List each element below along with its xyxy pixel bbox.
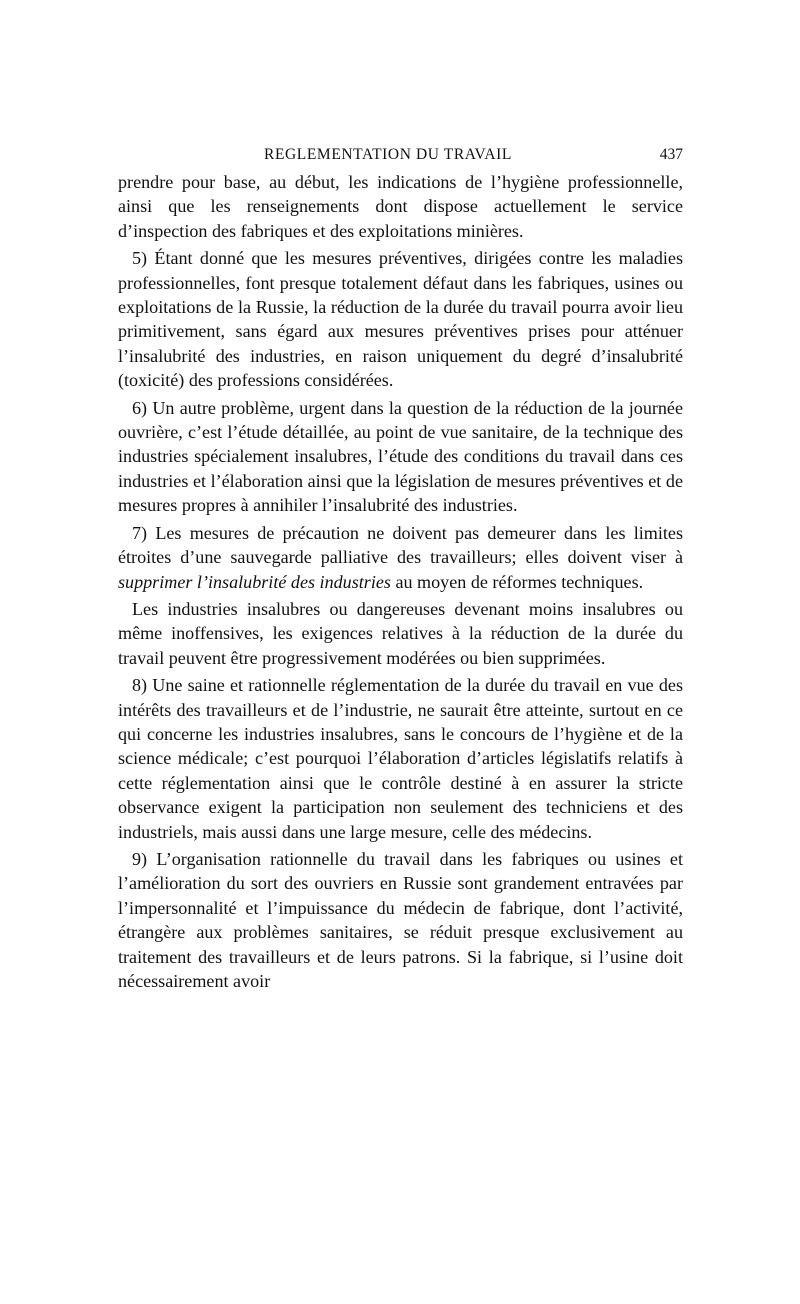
running-header xyxy=(118,140,683,170)
body-text xyxy=(118,170,683,993)
book-page xyxy=(118,140,683,993)
paragraph-point-7 xyxy=(118,521,683,594)
paragraph-continuation: prendre pour base, au début, les indications de l’hygiène professionnelle, ainsi que les renseignements dont dispose actuellement le service d’inspection des fabriques et des exploitations minières. xyxy=(118,172,683,241)
paragraph-point-8: 8) Une saine et rationnelle réglementation de la durée du travail en vue des intérêts des travailleurs et de l’industrie, ne saurait être atteinte, surtout en ce qui concerne les industries insalubres, sans le concours de l’hygiène et de la science médicale; c’est pourquoi l’élaboration d’articles législatifs relatifs à cette réglementation ainsi que le contrôle destiné à en assurer la stricte observance exigent la participation non seulement des techniciens et des industriels, mais aussi dans une large mesure, celle des médecins. xyxy=(118,675,683,842)
running-title: REGLEMENTATION DU TRAVAIL xyxy=(264,146,512,163)
point-7-text-after: au moyen de réformes techniques. xyxy=(390,571,644,592)
page-number: 437 xyxy=(659,146,683,163)
point-7-text-before: 7) Les mesures de précaution ne doivent pas demeurer dans les limites étroites d’une sauvegarde palliative des travailleurs; elles doivent viser à xyxy=(118,522,683,568)
paragraph-point-5: 5) Étant donné que les mesures préventives, dirigées contre les maladies professionnelles, font presque totalement défaut dans les fabriques, usines ou exploitations de la Russie, la réduction de la durée du travail pourra avoir lieu primitivement, sans égard aux mesures préventives prises pour atténuer l’insalubrité des industries, en raison uniquement du degré d’insalubrité (toxicité) des professions considérées. xyxy=(118,248,683,391)
paragraph-point-7-continued: Les industries insalubres ou dangereuses devenant moins insalubres ou même inoffensives, les exigences relatives à la réduction de la durée du travail peuvent être progressivement modérées ou bien supprimées. xyxy=(118,598,683,668)
paragraph-point-9: 9) L’organisation rationnelle du travail dans les fabriques ou usines et l’amélioration du sort des ouvriers en Russie sont grandement entravées par l’impersonnalité et l’impuissance du médecin de fabrique, dont l’activité, étrangère aux problèmes sanitaires, se réduit presque exclusivement au traitement des travailleurs et de leurs patrons. Si la fabrique, si l’usine doit nécessairement avoir xyxy=(118,848,683,991)
paragraph-point-6: 6) Un autre problème, urgent dans la question de la réduction de la journée ouvrière, c’est l’étude détaillée, au point de vue sanitaire, de la technique des industries spécialement insalubres, l’étude des conditions du travail dans ces industries et l’élaboration ainsi que la législation de mesures préventives et de mesures propres à annihiler l’insalubrité des industries. xyxy=(118,397,683,516)
point-7-emphasis: supprimer l’insalubrité des industries xyxy=(118,571,391,592)
